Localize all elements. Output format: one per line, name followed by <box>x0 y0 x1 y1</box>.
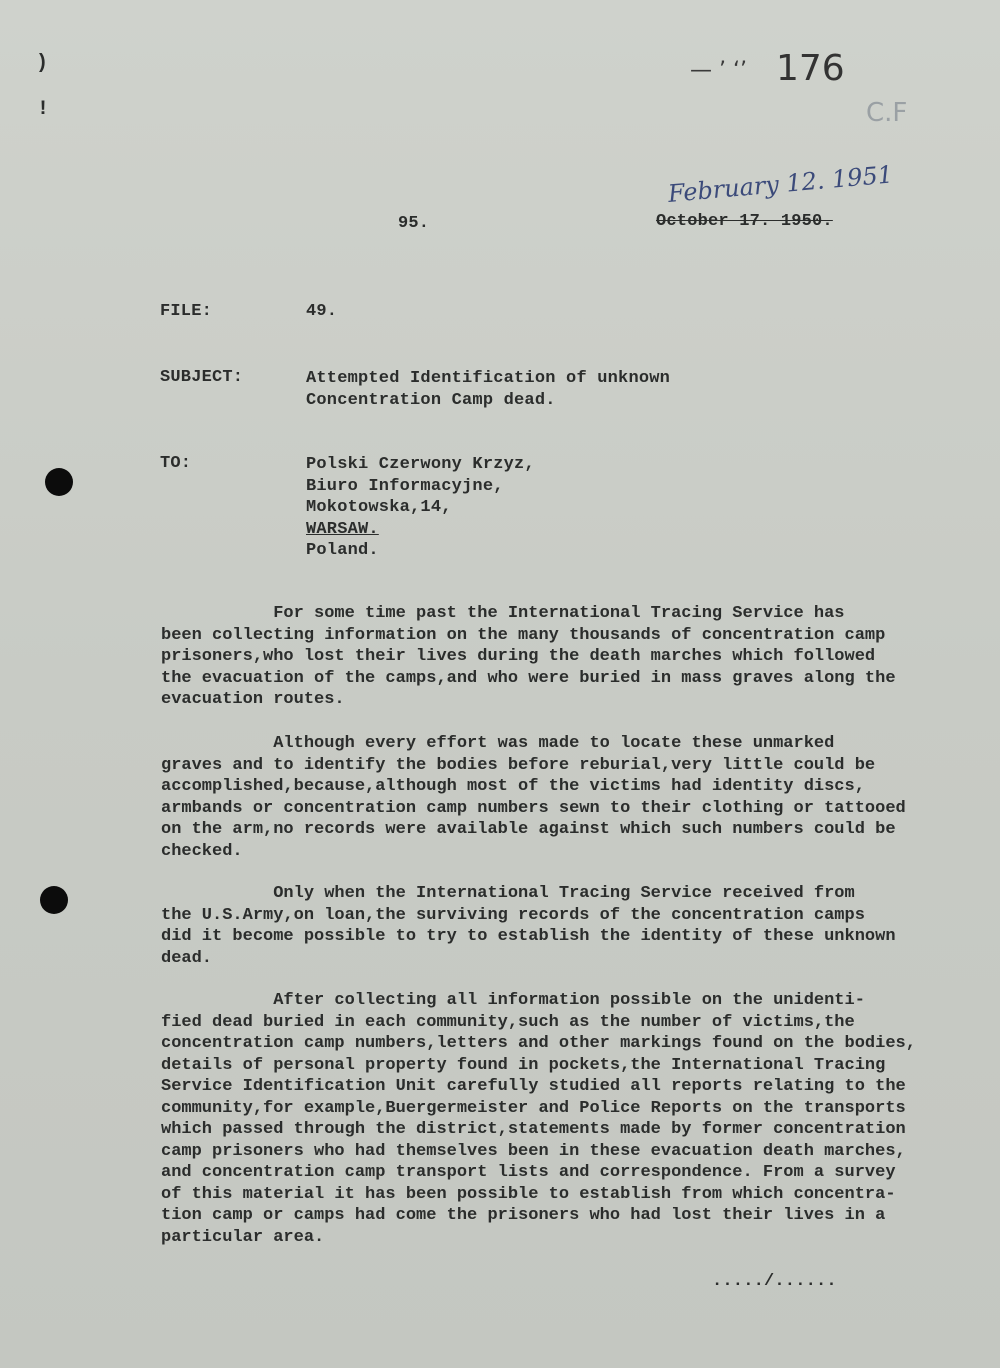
text-line: on the arm,no records were available against which such numbers could be <box>161 820 896 839</box>
text-line: particular area. <box>161 1227 325 1247</box>
text-line: graves and to identify the bodies before reburial,very little could be <box>161 755 876 775</box>
text-line: checked. <box>161 841 243 861</box>
paragraph-1 <box>161 603 896 711</box>
punch-hole <box>45 468 73 496</box>
to-label: TO: <box>160 454 192 473</box>
address-line: Mokotowska,14, <box>306 498 452 517</box>
text-line: and concentration camp transport lists and correspondence. From a survey <box>161 1163 896 1182</box>
text-line: the U.S.Army,on loan,the surviving records of the concentration camps <box>161 905 865 925</box>
continuation-mark: ...../...... <box>712 1272 837 1291</box>
address-line: WARSAW. <box>306 519 379 539</box>
paragraph-3 <box>161 883 896 969</box>
text-line: concentration camp numbers,letters and other markings found on the bodies, <box>161 1034 916 1053</box>
text-line: After collecting all information possible on the unidenti- <box>161 991 865 1010</box>
text-line: Only when the International Tracing Service received from <box>161 884 855 903</box>
text-line: details of personal property found in pockets,the International Tracing <box>161 1055 886 1075</box>
text-line: been collecting information on the many thousands of concentration camp <box>161 625 886 645</box>
text-line: tion camp or camps had come the prisoners who had lost their lives in a <box>161 1206 886 1225</box>
margin-mark-2: ! <box>37 98 50 121</box>
address-line: Biuro Informacyjne, <box>306 476 504 496</box>
punch-hole <box>40 886 68 914</box>
text-line: armbands or concentration camp numbers sewn to their clothing or tattooed <box>161 798 906 818</box>
pencil-initials: C.F <box>866 98 908 128</box>
text-line: Although every effort was made to locate these unmarked <box>161 734 835 753</box>
struck-date: October 17. 1950. <box>656 212 833 231</box>
text-line: did it become possible to try to establish the identity of these unknown <box>161 927 896 946</box>
page-number: 95. <box>398 214 430 233</box>
text-line: which passed through the district,statements made by former concentration <box>161 1120 906 1139</box>
paragraph-4 <box>161 990 916 1248</box>
text-line: fied dead buried in each community,such as the number of victims,the <box>161 1012 855 1032</box>
paragraph-2 <box>161 733 906 862</box>
text-line: evacuation routes. <box>161 690 345 709</box>
address-block <box>306 454 535 562</box>
text-line: camp prisoners who had themselves been in these evacuation death marches, <box>161 1141 906 1161</box>
subject-line: Attempted Identification of unknown <box>306 369 671 388</box>
address-line: Polski Czerwony Krzyz, <box>306 455 535 474</box>
text-line: For some time past the International Tracing Service has <box>161 604 845 623</box>
subject-block <box>306 368 670 411</box>
text-line: community,for example,Buergermeister and Police Reports on the transports <box>161 1098 906 1118</box>
subject-line: Concentration Camp dead. <box>306 390 556 410</box>
file-label: FILE: <box>160 302 213 321</box>
text-line: dead. <box>161 948 213 968</box>
archive-number: 176 <box>776 48 845 89</box>
handwritten-date: February 12. 1951 <box>666 160 895 208</box>
subject-label: SUBJECT: <box>160 368 244 387</box>
archive-prefix: — ’ ‘’ <box>690 58 747 83</box>
file-value: 49. <box>306 302 338 321</box>
address-line: Poland. <box>306 541 379 560</box>
text-line: prisoners,who lost their lives during the death marches which followed <box>161 647 876 666</box>
margin-mark-1: ) <box>36 52 49 75</box>
text-line: of this material it has been possible to establish from which concentra- <box>161 1184 896 1204</box>
text-line: accomplished,because,although most of the victims had identity discs, <box>161 777 865 796</box>
text-line: the evacuation of the camps,and who were buried in mass graves along the <box>161 668 896 688</box>
text-line: Service Identification Unit carefully studied all reports relating to the <box>161 1077 906 1096</box>
